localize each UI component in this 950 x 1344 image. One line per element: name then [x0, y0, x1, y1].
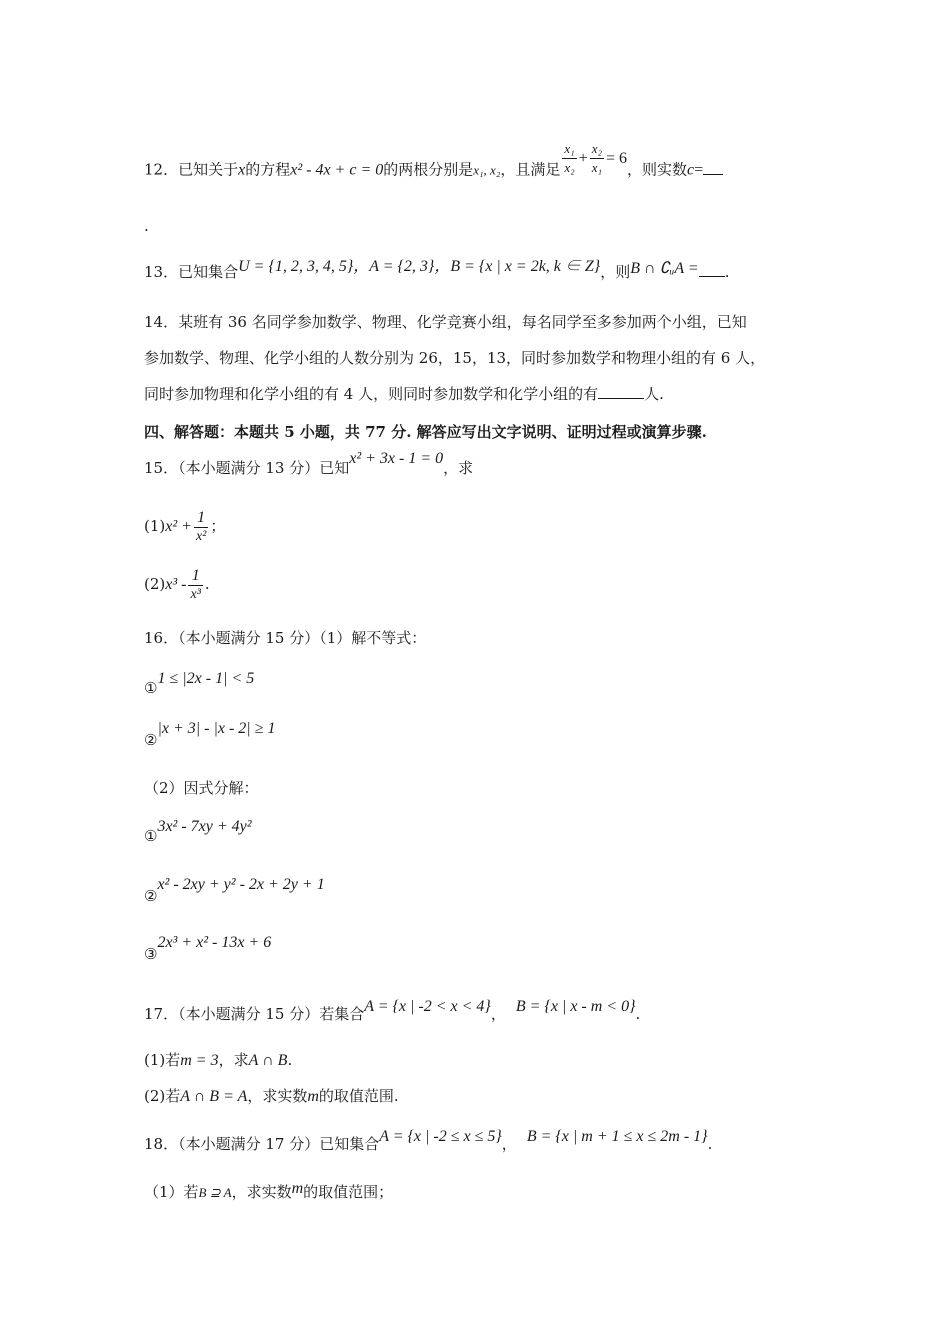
q12-cond-num1: x₁	[562, 140, 576, 159]
q12-mid2: 的两根分别是	[383, 160, 474, 179]
q17-part1	[144, 1050, 292, 1071]
q12-var-x: x	[238, 161, 246, 179]
q16-item1	[144, 668, 255, 697]
q18-p1-end: 的取值范围；	[303, 1183, 394, 1201]
q16-f2-label: ②	[144, 887, 158, 905]
q16-factor2	[144, 874, 325, 905]
q15-p1-label: (1)	[144, 517, 166, 535]
q12-line	[144, 141, 723, 189]
q12-var-c: c	[687, 161, 695, 179]
q18-end: .	[707, 1135, 713, 1153]
q16-f1-label: ①	[144, 827, 158, 845]
q17-p1-cond: m = 3	[180, 1052, 219, 1069]
q12-equation: x² - 4x + c = 0	[290, 161, 384, 179]
q13-line	[144, 258, 730, 283]
q17-p1-expr: A ∩ B	[248, 1052, 288, 1069]
q18-p1-var: m	[291, 1180, 304, 1197]
q16-i1: 1 ≤ |2x - 1| < 5	[157, 670, 255, 687]
q18-setB: B = {x | m + 1 ≤ x ≤ 2m - 1}	[526, 1128, 708, 1145]
q12-cond-tail: = 6	[606, 149, 628, 167]
q16-i2-label: ②	[144, 731, 158, 749]
q16-part2: （2）因式分解：	[144, 779, 259, 797]
q13-expr: B ∩ ∁ᵤA =	[630, 260, 699, 277]
q18-comma: ，	[501, 1135, 517, 1153]
q16-i1-label: ①	[144, 679, 158, 697]
q12-condition: $\frac{\text{x₁}}{\text{x₂}}$ + $\frac{\text{x₂}}{\text{x₁}}$ = 6	[564, 141, 628, 175]
q12-cond-num2: x₂	[590, 140, 604, 159]
q18-p1-mid: ，求实数	[231, 1183, 292, 1201]
q17-line	[144, 998, 641, 1025]
q13-answer-blank[interactable]	[699, 262, 725, 277]
q15-p2-num: 1	[188, 567, 202, 586]
q15-p1-lhs: x² +	[165, 518, 192, 535]
q16-prefix: 16．（本小题满分 15 分）（1）解不等式：	[144, 629, 427, 647]
q14-line2: 参加数学、物理、化学小组的人数分别为 26，15，13，同时参加数学和物理小组的有 6 人，	[144, 349, 766, 367]
q15-p1-den: x²	[195, 528, 207, 544]
q16-f3-label: ③	[144, 945, 158, 963]
q16-item2	[144, 718, 276, 749]
q14-line1: 14．某班有 36 名同学参加数学、物理、化学竞赛小组，每名同学至多参加两个小组，已知	[144, 313, 747, 331]
q17-part2	[144, 1086, 399, 1107]
q12-eq: =	[694, 161, 704, 179]
q17-end: .	[635, 1005, 641, 1023]
q17-setB: B = {x | x - m < 0}	[515, 998, 636, 1015]
q15-p2-end: .	[204, 575, 210, 593]
q18-prefix: 18．（本小题满分 17 分）已知集合	[144, 1135, 380, 1153]
q17-p1-end: .	[287, 1051, 293, 1069]
q18-line	[144, 1128, 713, 1155]
q12-end-dot: .	[144, 217, 149, 235]
q17-p2-pre: (2)若	[144, 1087, 181, 1105]
q18-setA: A = {x | -2 ≤ x ≤ 5}	[379, 1128, 502, 1145]
q14-line3-post: 人.	[644, 385, 664, 403]
q16-factor1	[144, 816, 252, 845]
q17-setA: A = {x | -2 < x < 4}	[364, 998, 491, 1015]
q15-prefix: 15．（本小题满分 13 分）已知	[144, 459, 350, 477]
q16-f1: 3x² - 7xy + 4y²	[157, 818, 252, 835]
q16-f2: x² - 2xy + y² - 2x + 2y + 1	[157, 876, 325, 893]
q17-p2-cond: A ∩ B = A	[180, 1088, 248, 1105]
q17-p2-mid: ，求实数	[247, 1087, 308, 1105]
q17-p1-mid: ，求	[218, 1051, 249, 1069]
q12-mid4: ，则实数	[627, 160, 688, 179]
q12-mid3: ，且满足	[500, 160, 561, 179]
q18-part1	[144, 1182, 393, 1203]
q13-mid: ，则	[600, 263, 631, 281]
q15-part1	[144, 508, 225, 546]
q15-part2	[144, 566, 210, 604]
q15-suffix: ，求	[443, 459, 474, 477]
q15-p1-end: ；	[210, 517, 226, 535]
q12-cond-den1: x₂	[564, 160, 575, 175]
section4-heading: 四、解答题：本题共 5 小题，共 77 分. 解答应写出文字说明、证明过程或演算步骤.	[144, 423, 707, 441]
q18-p1-pre: （1）若	[144, 1183, 199, 1201]
q18-p1-cond: B ⊇ A	[198, 1185, 232, 1200]
q14-line3-pre: 同时参加物理和化学小组的有 4 人，则同时参加数学和化学小组的有	[144, 385, 599, 403]
q12-prefix: 12．已知关于	[144, 160, 239, 179]
q14-answer-blank[interactable]	[598, 384, 644, 399]
q17-prefix: 17．（本小题满分 15 分）若集合	[144, 1005, 365, 1023]
q17-p2-var: m	[307, 1088, 319, 1105]
q15-equation: x² + 3x - 1 = 0	[349, 450, 444, 467]
q15-p2-lhs: x³ -	[165, 576, 187, 593]
q17-p2-end: 的取值范围.	[318, 1087, 399, 1105]
q13-end: .	[724, 263, 730, 281]
q16-factor3	[144, 932, 272, 963]
q17-comma: ，	[490, 1005, 506, 1023]
q12-roots: x₁, x₂	[473, 162, 501, 178]
q13-prefix: 13．已知集合	[144, 263, 239, 281]
q17-p1-pre: (1)若	[144, 1051, 181, 1069]
q15-p1-num: 1	[194, 509, 208, 528]
q15-line	[144, 450, 474, 479]
q15-p2-den: x³	[190, 586, 201, 602]
q12-answer-blank[interactable]	[703, 160, 723, 175]
q12-mid1: 的方程	[245, 160, 291, 179]
q14-line3	[144, 384, 664, 404]
q13-sets: U = {1, 2, 3, 4, 5}，A = {2, 3}，B = {x | x = 2k, k ∈ Z}	[238, 258, 601, 275]
q16-f3: 2x³ + x² - 13x + 6	[157, 934, 272, 951]
q15-p2-label: (2)	[144, 575, 166, 593]
q12-cond-den2: x₁	[591, 160, 602, 175]
q16-i2: |x + 3| - |x - 2| ≥ 1	[157, 720, 276, 737]
